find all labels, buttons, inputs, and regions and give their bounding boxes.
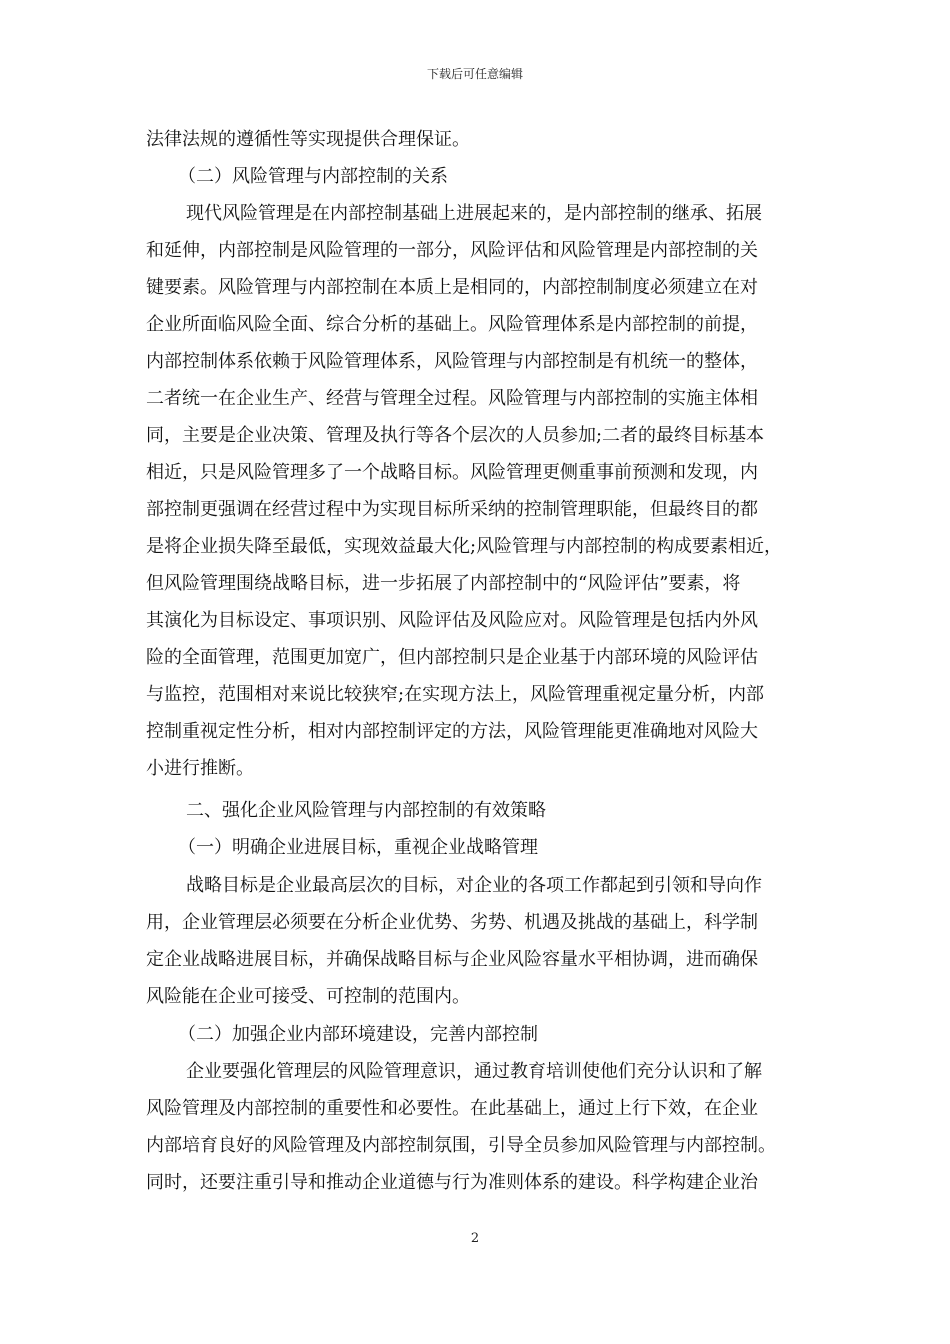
page-header: 下载后可任意编辑 xyxy=(426,67,523,81)
paragraph-start-line: 战略目标是企业最高层次的目标，对企业的各项工作都起到引领和导向作 xyxy=(186,875,762,896)
text-line-13: 但风险管理围绕战略目标，进一步拓展了内部控制中的“风险评估”要素，将 xyxy=(146,573,741,594)
text-line-22: 用，企业管理层必须要在分析企业优势、劣势、机遇及挑战的基础上，科学制 xyxy=(146,912,758,933)
text-line-4: 和延伸，内部控制是风险管理的一部分，风险评估和风险管理是内部控制的关 xyxy=(146,240,758,261)
section-heading-2-1: （一）明确企业进展目标，重视企业战略管理 xyxy=(178,837,538,858)
text-line-16: 与监控，范围相对来说比较狭窄;在实现方法上，风险管理重视定量分析，内部 xyxy=(146,684,765,705)
text-line-28: 内部培育良好的风险管理及内部控制氛围，引导全员参加风险管理与内部控制。 xyxy=(146,1135,776,1156)
text-line-9: 同，主要是企业决策、管理及执行等各个层次的人员参加;二者的最终目标基本 xyxy=(146,425,765,446)
text-line-5: 键要素。风险管理与内部控制在本质上是相同的，内部控制制度必须建立在对 xyxy=(146,277,758,298)
text-line-10: 相近，只是风险管理多了一个战略目标。风险管理更侧重事前预测和发现，内 xyxy=(146,462,758,483)
section-heading-2-2: （二）风险管理与内部控制的关系 xyxy=(178,166,448,187)
text-line-29: 同时，还要注重引导和推动企业道德与行为准则体系的建设。科学构建企业治 xyxy=(146,1172,758,1193)
paragraph-start-line: 现代风险管理是在内部控制基础上进展起来的，是内部控制的继承、拓展 xyxy=(186,203,762,224)
section-heading-2-2b: （二）加强企业内部环境建设，完善内部控制 xyxy=(178,1024,538,1045)
page-number: 2 xyxy=(470,1231,480,1246)
text-line-18: 小进行推断。 xyxy=(146,758,254,779)
text-line-11: 部控制更强调在经营过程中为实现目标所采纳的控制管理职能，但最终目的都 xyxy=(146,499,758,520)
text-line-15: 险的全面管理，范围更加宽广，但内部控制只是企业基于内部环境的风险评估 xyxy=(146,647,758,668)
text-line-23: 定企业战略进展目标，并确保战略目标与企业风险容量水平相协调，进而确保 xyxy=(146,949,758,970)
paragraph-start-line: 企业要强化管理层的风险管理意识，通过教育培训使他们充分认识和了解 xyxy=(186,1061,762,1082)
text-line-6: 企业所面临风险全面、综合分析的基础上。风险管理体系是内部控制的前提， xyxy=(146,314,758,335)
text-line-14: 其演化为目标设定、事项识别、风险评估及风险应对。风险管理是包括内外风 xyxy=(146,610,758,631)
chapter-heading-2: 二、强化企业风险管理与内部控制的有效策略 xyxy=(186,800,546,821)
text-line-8: 二者统一在企业生产、经营与管理全过程。风险管理与内部控制的实施主体相 xyxy=(146,388,758,409)
text-line-27: 风险管理及内部控制的重要性和必要性。在此基础上，通过上行下效，在企业 xyxy=(146,1098,758,1119)
text-line-1: 法律法规的遵循性等实现提供合理保证。 xyxy=(146,129,470,150)
text-line-17: 控制重视定性分析，相对内部控制评定的方法，风险管理能更准确地对风险大 xyxy=(146,721,758,742)
text-line-7: 内部控制体系依赖于风险管理体系，风险管理与内部控制是有机统一的整体， xyxy=(146,351,758,372)
text-line-24: 风险能在企业可接受、可控制的范围内。 xyxy=(146,986,470,1007)
text-line-12: 是将企业损失降至最低，实现效益最大化;风险管理与内部控制的构成要素相近， xyxy=(146,536,783,557)
